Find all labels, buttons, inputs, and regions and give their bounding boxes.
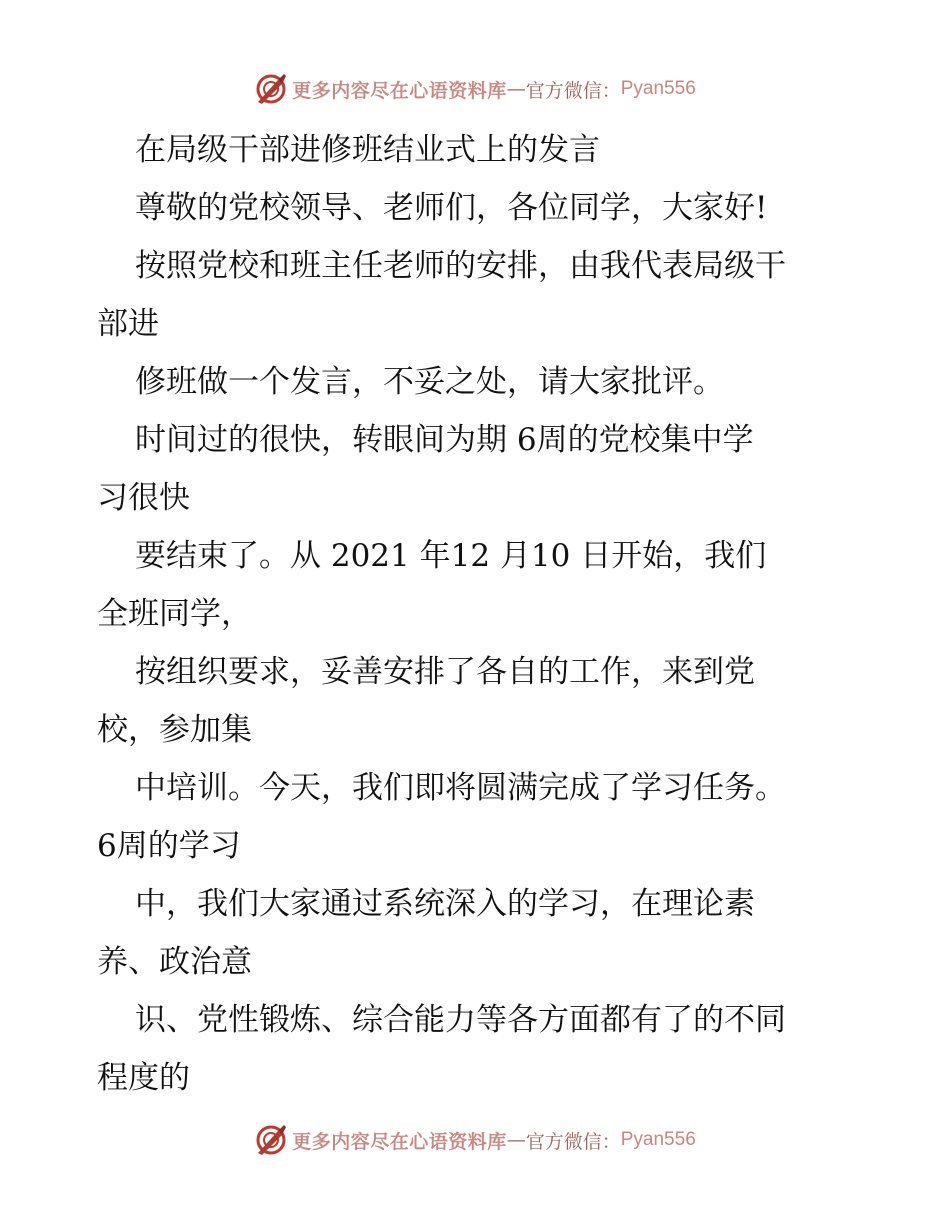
paragraph-line: 部进 <box>97 306 159 342</box>
paragraph-line: 6周的学习 <box>97 828 241 864</box>
watermark-wechat-id: Pyan556 <box>620 1129 696 1150</box>
watermark-wechat-label: 官方微信： <box>525 79 621 102</box>
watermark-wechat-id: Pyan556 <box>620 78 696 99</box>
footer-watermark <box>0 1123 950 1157</box>
paragraph-line: 尊敬的党校领导、老师们，各位同学，大家好! <box>135 190 768 226</box>
watermark-wechat-label: 官方微信： <box>525 1130 621 1153</box>
header-watermark <box>0 72 950 106</box>
document-title: 在局级干部进修班结业式上的发言 <box>135 132 600 168</box>
paragraph-line: 修班做一个发言，不妥之处，请大家批评。 <box>135 364 724 400</box>
paragraph-line: 要结束了。从 2021 年12 月10 日开始，我们 <box>135 538 767 574</box>
paragraph-line: 程度的 <box>97 1060 190 1096</box>
document-body <box>97 121 857 1107</box>
paragraph-line: 时间过的很快，转眼间为期 6周的党校集中学 <box>135 422 754 458</box>
paragraph-line: 中培训。今天，我们即将圆满完成了学习任务。 <box>135 770 786 806</box>
watermark-separator: — <box>506 78 526 100</box>
paragraph-line: 全班同学， <box>97 596 252 632</box>
watermark-brand-text: 更多内容尽在心语资料库 <box>292 79 507 102</box>
watermark-separator: — <box>506 1129 526 1151</box>
paragraph-line: 习很快 <box>97 480 190 516</box>
paragraph-line: 养、政治意 <box>97 944 252 980</box>
pen-circle-logo-icon <box>254 1123 288 1157</box>
paragraph-line: 按组织要求，妥善安排了各自的工作，来到党 <box>135 654 755 690</box>
paragraph-line: 中，我们大家通过系统深入的学习，在理论素 <box>135 886 755 922</box>
paragraph-line: 校，参加集 <box>97 712 252 748</box>
pen-circle-logo-icon <box>254 72 288 106</box>
paragraph-line: 按照党校和班主任老师的安排，由我代表局级干 <box>135 248 786 284</box>
watermark-brand-text: 更多内容尽在心语资料库 <box>292 1130 507 1153</box>
paragraph-line: 识、党性锻炼、综合能力等各方面都有了的不同 <box>135 1002 786 1038</box>
